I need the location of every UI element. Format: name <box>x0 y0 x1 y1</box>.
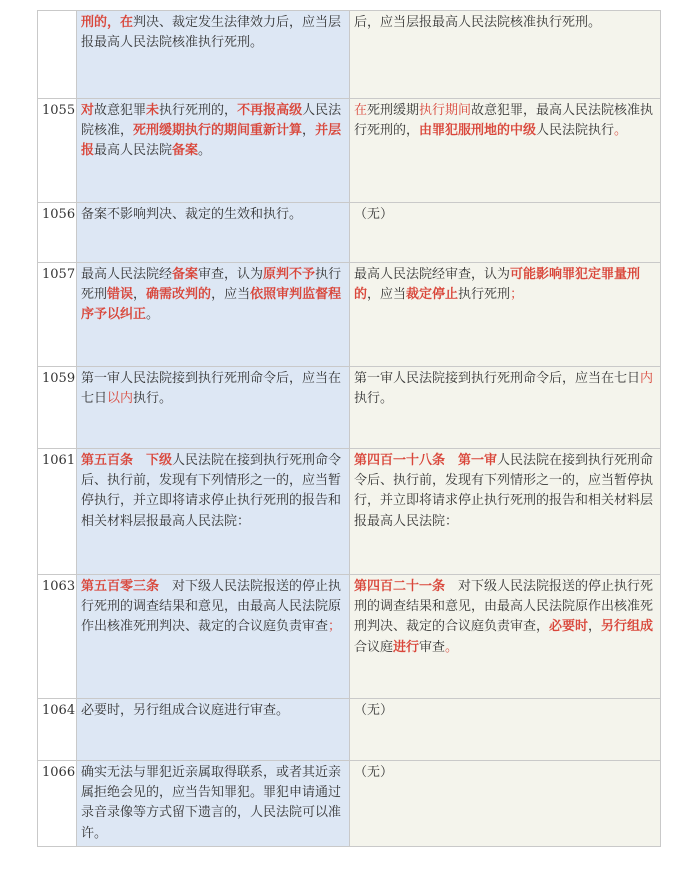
highlighted-text: 未 <box>146 103 160 118</box>
provision-text: 确实无法与罪犯近亲属取得联系，或者其近亲属拒绝会见的，应当告知罪犯。罪犯申请通过录音录像等方式留下遗言的，人民法院可以准许。 <box>81 765 342 841</box>
table-row <box>38 575 661 699</box>
new-provision-cell <box>350 575 661 699</box>
highlighted-text: 不再报高级 <box>237 103 303 118</box>
highlighted-text: 刑的，在 <box>81 15 134 30</box>
article-number: 1056 <box>38 203 77 263</box>
provision-text: ， <box>133 287 147 303</box>
article-number: 1064 <box>38 699 77 761</box>
old-provision-cell <box>77 367 350 449</box>
article-number: 1055 <box>38 99 77 203</box>
provision-text: 最高人民法院 <box>94 143 173 159</box>
provision-text: 最高人民法院经 <box>81 267 173 282</box>
old-provision-cell <box>77 761 350 847</box>
provision-text: 人民法院执行 <box>536 123 615 139</box>
highlighted-text: 死刑缓期 <box>133 123 186 139</box>
old-provision-cell <box>77 203 350 263</box>
provision-text: 执行。 <box>133 391 173 407</box>
highlighted-text: 并层报 <box>81 123 342 159</box>
provision-text: 。 <box>198 143 212 159</box>
highlighted-text: 在 <box>354 103 368 118</box>
table-row <box>38 449 661 575</box>
provision-text: 死刑缓期 <box>367 103 420 118</box>
highlighted-text: 执行期间 <box>419 103 472 118</box>
highlighted-text: 裁定停止 <box>406 287 459 303</box>
provision-text: 执行死刑的， <box>159 103 238 118</box>
provision-text: 。 <box>146 307 160 323</box>
provision-text: 人民法院核准， <box>81 103 342 139</box>
highlighted-text: 以内 <box>107 391 134 407</box>
provision-text: 审查 <box>419 639 446 655</box>
highlighted-text: 第四百一十八条 第一审 <box>354 453 498 468</box>
highlighted-text: 原判不予 <box>263 267 316 282</box>
article-number: 1066 <box>38 761 77 847</box>
provision-text: 审查，认为 <box>198 267 264 282</box>
highlighted-text: ； <box>510 287 524 303</box>
provision-text: ，应当 <box>211 287 251 303</box>
table-row <box>38 761 661 847</box>
new-provision-cell <box>350 449 661 575</box>
article-number: 1063 <box>38 575 77 699</box>
new-provision-cell <box>350 203 661 263</box>
comparison-table <box>37 10 661 847</box>
highlighted-text: 执行的期间重新计算 <box>185 123 303 139</box>
highlighted-text: 。 <box>614 123 628 139</box>
provision-text: （无） <box>354 765 394 780</box>
provision-text: 第一审人民法院接到执行死刑命令后，应当在七日 <box>354 371 641 386</box>
provision-text: 判决、裁定发生法律效力后，应当层报最高人民法院核准执行死刑。 <box>81 15 342 51</box>
provision-text: ， <box>302 123 316 139</box>
provision-text: 执行死刑 <box>81 267 342 303</box>
article-number: 1059 <box>38 367 77 449</box>
highlighted-text: 第五百条 下级 <box>81 453 173 468</box>
provision-text: 合议庭 <box>354 639 394 655</box>
article-number <box>38 11 77 99</box>
highlighted-text: 对 <box>81 103 95 118</box>
table-row <box>38 367 661 449</box>
old-provision-cell <box>77 11 350 99</box>
provision-text: 对下级人民法院报送的停止执行死刑的调查结果和意见，由最高人民法院原作出核准死刑判决、裁定的合议庭负责审查， <box>354 579 654 635</box>
provision-text: 对下级人民法院报送的停止执行死刑的调查结果和意见，由最高人民法院原作出核准死刑判决、裁定的合议庭负责审查 <box>81 579 342 635</box>
provision-text: 执行死刑 <box>458 287 511 303</box>
highlighted-text: 内 <box>640 371 654 386</box>
new-provision-cell <box>350 11 661 99</box>
table-row <box>38 11 661 99</box>
highlighted-text: 可能影响罪犯定罪量刑的 <box>354 267 641 303</box>
provision-text: （无） <box>354 207 394 222</box>
provision-text: 人民法院在接到执行死刑命令后、执行前，发现有下列情形之一的，应当暂停执行，并立即将请求停止执行死刑的报告和相关材料层报最高人民法院： <box>81 453 342 529</box>
new-provision-cell <box>350 761 661 847</box>
highlighted-text: 依照审判监督程序予以纠正 <box>81 287 342 323</box>
highlighted-text: 错误 <box>107 287 134 303</box>
provision-text: 执行。 <box>354 391 394 407</box>
table-row <box>38 99 661 203</box>
highlighted-text: 进行 <box>393 639 420 655</box>
old-provision-cell <box>77 449 350 575</box>
table-row <box>38 699 661 761</box>
provision-text: ，应当 <box>367 287 407 303</box>
highlighted-text: 必要时 <box>549 619 589 635</box>
highlighted-text: 备案 <box>172 143 199 159</box>
new-provision-cell <box>350 263 661 367</box>
provision-text: 故意犯罪，最高人民法院核准执行死刑的， <box>354 103 654 139</box>
highlighted-text: 。 <box>445 639 459 655</box>
provision-text: 故意犯罪 <box>94 103 147 118</box>
old-provision-cell <box>77 263 350 367</box>
article-number: 1057 <box>38 263 77 367</box>
highlighted-text: 由罪犯服刑地的中级 <box>419 123 537 139</box>
provision-text: （无） <box>354 703 394 718</box>
old-provision-cell <box>77 575 350 699</box>
highlighted-text: 第四百二十一条 <box>354 579 446 594</box>
provision-text: 最高人民法院经审查，认为 <box>354 267 511 282</box>
new-provision-cell <box>350 699 661 761</box>
provision-text: 第一审人民法院接到执行死刑命令后，应当在七日 <box>81 371 342 407</box>
provision-text: 备案不影响判决、裁定的生效和执行。 <box>81 207 303 222</box>
comparison-table-body <box>38 11 661 847</box>
old-provision-cell <box>77 99 350 203</box>
article-number: 1061 <box>38 449 77 575</box>
table-row <box>38 203 661 263</box>
new-provision-cell <box>350 99 661 203</box>
old-provision-cell <box>77 699 350 761</box>
table-row <box>38 263 661 367</box>
highlighted-text: ； <box>328 619 342 635</box>
provision-text: 必要时，另行组成合议庭进行审查。 <box>81 703 290 718</box>
highlighted-text: 备案 <box>172 267 199 282</box>
highlighted-text: 确需改判的 <box>146 287 212 303</box>
provision-text: 后，应当层报最高人民法院核准执行死刑。 <box>354 15 602 30</box>
provision-text: ， <box>588 619 602 635</box>
highlighted-text: 第五百零三条 <box>81 579 160 594</box>
highlighted-text: 另行组成 <box>601 619 654 635</box>
new-provision-cell <box>350 367 661 449</box>
provision-text: 人民法院在接到执行死刑命令后、执行前，发现有下列情形之一的，应当暂停执行，并立即将请求停止执行死刑的报告和相关材料层报最高人民法院： <box>354 453 654 529</box>
